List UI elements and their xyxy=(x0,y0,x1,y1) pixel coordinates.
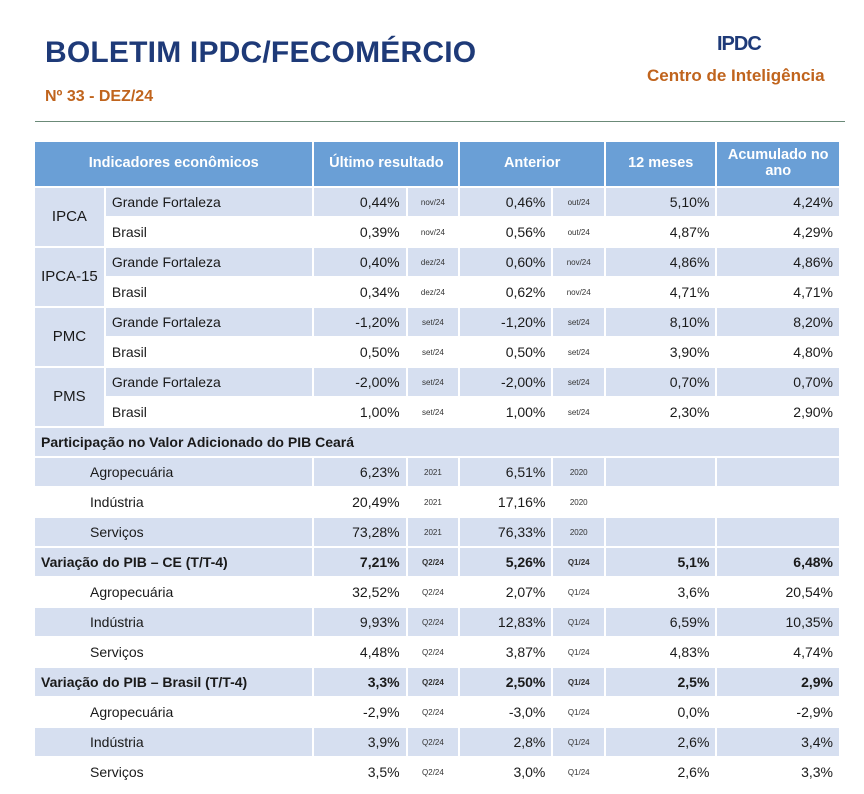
group-label-ipca: IPCA xyxy=(35,188,104,246)
prev-period: out/24 xyxy=(553,188,604,216)
table-row xyxy=(35,398,839,426)
region-label: Grande Fortaleza xyxy=(106,368,313,396)
prev-value: 12,83% xyxy=(460,608,551,636)
table-row xyxy=(35,218,839,246)
acc-value: 2,90% xyxy=(717,398,839,426)
last-period: 2021 xyxy=(408,458,459,486)
region-label: Brasil xyxy=(106,338,313,366)
sector-label: Serviços xyxy=(35,758,312,786)
last-value: 6,23% xyxy=(314,458,405,486)
last-value: 0,50% xyxy=(314,338,405,366)
prev-value: -3,0% xyxy=(460,698,551,726)
acc-value: 10,35% xyxy=(717,608,839,636)
prev-period: 2020 xyxy=(553,488,604,516)
12m-value: 0,0% xyxy=(606,698,715,726)
12m-value: 4,86% xyxy=(606,248,715,276)
group-label-ipca-15: IPCA-15 xyxy=(35,248,104,306)
acc-value: 4,74% xyxy=(717,638,839,666)
last-period: set/24 xyxy=(408,308,459,336)
prev-value: 1,00% xyxy=(460,398,551,426)
last-period: Q2/24 xyxy=(408,698,459,726)
12m-value: 2,30% xyxy=(606,398,715,426)
table-row xyxy=(35,728,839,756)
col-header-last: Último resultado xyxy=(314,142,458,186)
table-row xyxy=(35,578,839,606)
last-value: 9,93% xyxy=(314,608,405,636)
prev-period: Q1/24 xyxy=(553,578,604,606)
last-period: dez/24 xyxy=(408,278,459,306)
12m-value: 4,71% xyxy=(606,278,715,306)
prev-value: 3,87% xyxy=(460,638,551,666)
12m-value: 4,87% xyxy=(606,218,715,246)
prev-period: Q1/24 xyxy=(553,608,604,636)
last-period: set/24 xyxy=(408,338,459,366)
last-period: 2021 xyxy=(408,488,459,516)
empty-cell xyxy=(717,518,839,546)
12m-value: 2,6% xyxy=(606,758,715,786)
prev-value: 2,8% xyxy=(460,728,551,756)
col-header-12-months: 12 meses xyxy=(606,142,715,186)
last-period: set/24 xyxy=(408,368,459,396)
prev-value: -2,00% xyxy=(460,368,551,396)
table-row xyxy=(35,278,839,306)
last-value: 7,21% xyxy=(314,548,405,576)
last-period: Q2/24 xyxy=(408,548,459,576)
last-value: 73,28% xyxy=(314,518,405,546)
last-value: -2,00% xyxy=(314,368,405,396)
empty-cell xyxy=(606,518,715,546)
region-label: Grande Fortaleza xyxy=(106,308,313,336)
sector-label: Serviços xyxy=(35,518,312,546)
empty-cell xyxy=(606,488,715,516)
acc-value: 0,70% xyxy=(717,368,839,396)
col-header-indicators: Indicadores econômicos xyxy=(35,142,312,186)
acc-value: 3,4% xyxy=(717,728,839,756)
acc-value: 2,9% xyxy=(717,668,839,696)
table-row xyxy=(35,698,839,726)
last-period: Q2/24 xyxy=(408,608,459,636)
prev-period: Q1/24 xyxy=(553,668,604,696)
table-row xyxy=(35,638,839,666)
section-row-pib-brasil xyxy=(35,668,839,696)
table-row xyxy=(35,608,839,636)
section-title: Participação no Valor Adicionado do PIB Ceará xyxy=(35,428,839,456)
prev-period: nov/24 xyxy=(553,248,604,276)
last-period: Q2/24 xyxy=(408,638,459,666)
prev-value: 5,26% xyxy=(460,548,551,576)
12m-value: 3,6% xyxy=(606,578,715,606)
acc-value: 20,54% xyxy=(717,578,839,606)
prev-value: 76,33% xyxy=(460,518,551,546)
table-row xyxy=(35,308,839,336)
prev-period: set/24 xyxy=(553,398,604,426)
prev-period: set/24 xyxy=(553,308,604,336)
last-value: 3,5% xyxy=(314,758,405,786)
12m-value: 4,83% xyxy=(606,638,715,666)
sector-label: Serviços xyxy=(35,638,312,666)
prev-value: 2,50% xyxy=(460,668,551,696)
last-value: 1,00% xyxy=(314,398,405,426)
last-period: 2021 xyxy=(408,518,459,546)
last-period: Q2/24 xyxy=(408,728,459,756)
sector-label: Indústria xyxy=(35,608,312,636)
region-label: Brasil xyxy=(106,398,313,426)
empty-cell xyxy=(717,458,839,486)
prev-period: set/24 xyxy=(553,368,604,396)
last-value: 3,3% xyxy=(314,668,405,696)
last-value: 0,34% xyxy=(314,278,405,306)
table-row xyxy=(35,458,839,486)
last-value: -2,9% xyxy=(314,698,405,726)
region-label: Brasil xyxy=(106,218,313,246)
last-period: nov/24 xyxy=(408,188,459,216)
prev-period: Q1/24 xyxy=(553,698,604,726)
region-label: Grande Fortaleza xyxy=(106,248,313,276)
sector-label: Agropecuária xyxy=(35,458,312,486)
last-period: nov/24 xyxy=(408,218,459,246)
prev-period: Q1/24 xyxy=(553,758,604,786)
last-value: 32,52% xyxy=(314,578,405,606)
header-divider xyxy=(35,121,845,122)
region-label: Brasil xyxy=(106,278,313,306)
acc-value: 3,3% xyxy=(717,758,839,786)
prev-period: nov/24 xyxy=(553,278,604,306)
12m-value: 3,90% xyxy=(606,338,715,366)
table-row xyxy=(35,758,839,786)
table-row xyxy=(35,248,839,276)
last-period: dez/24 xyxy=(408,248,459,276)
empty-cell xyxy=(717,488,839,516)
sector-label: Indústria xyxy=(35,488,312,516)
col-header-previous: Anterior xyxy=(460,142,604,186)
acc-value: 4,71% xyxy=(717,278,839,306)
prev-value: 6,51% xyxy=(460,458,551,486)
12m-value: 0,70% xyxy=(606,368,715,396)
bulletin-number: Nº 33 - DEZ/24 xyxy=(45,88,154,105)
12m-value: 8,10% xyxy=(606,308,715,336)
table-row xyxy=(35,368,839,396)
prev-period: Q1/24 xyxy=(553,638,604,666)
prev-value: 0,56% xyxy=(460,218,551,246)
indicators-table xyxy=(33,140,841,788)
prev-period: 2020 xyxy=(553,518,604,546)
prev-value: 3,0% xyxy=(460,758,551,786)
table-row xyxy=(35,488,839,516)
acc-value: 6,48% xyxy=(717,548,839,576)
acc-value: 4,29% xyxy=(717,218,839,246)
last-value: 20,49% xyxy=(314,488,405,516)
prev-value: 0,62% xyxy=(460,278,551,306)
prev-period: Q1/24 xyxy=(553,728,604,756)
acc-value: 4,24% xyxy=(717,188,839,216)
section-title: Variação do PIB – CE (T/T-4) xyxy=(35,548,312,576)
prev-value: -1,20% xyxy=(460,308,551,336)
empty-cell xyxy=(606,458,715,486)
col-header-accumulated: Acumulado no ano xyxy=(717,142,839,186)
last-value: 0,39% xyxy=(314,218,405,246)
prev-period: Q1/24 xyxy=(553,548,604,576)
table-row xyxy=(35,518,839,546)
prev-value: 0,46% xyxy=(460,188,551,216)
acc-value: 4,86% xyxy=(717,248,839,276)
last-value: 4,48% xyxy=(314,638,405,666)
prev-value: 0,60% xyxy=(460,248,551,276)
section-row-pib-ce xyxy=(35,548,839,576)
acc-value: 4,80% xyxy=(717,338,839,366)
region-label: Grande Fortaleza xyxy=(106,188,313,216)
prev-period: 2020 xyxy=(553,458,604,486)
last-period: Q2/24 xyxy=(408,668,459,696)
sector-label: Agropecuária xyxy=(35,578,312,606)
prev-value: 0,50% xyxy=(460,338,551,366)
prev-period: out/24 xyxy=(553,218,604,246)
table-row xyxy=(35,338,839,366)
sector-label: Indústria xyxy=(35,728,312,756)
acc-value: -2,9% xyxy=(717,698,839,726)
table-header-row xyxy=(35,142,839,186)
last-period: Q2/24 xyxy=(408,578,459,606)
12m-value: 5,1% xyxy=(606,548,715,576)
ipdc-logo: IPDC xyxy=(717,33,761,55)
section-row-participacao xyxy=(35,428,839,456)
last-value: 0,44% xyxy=(314,188,405,216)
12m-value: 2,6% xyxy=(606,728,715,756)
group-label-pms: PMS xyxy=(35,368,104,426)
table-row xyxy=(35,188,839,216)
prev-period: set/24 xyxy=(553,338,604,366)
group-label-pmc: PMC xyxy=(35,308,104,366)
sector-label: Agropecuária xyxy=(35,698,312,726)
12m-value: 2,5% xyxy=(606,668,715,696)
prev-value: 2,07% xyxy=(460,578,551,606)
12m-value: 5,10% xyxy=(606,188,715,216)
section-title: Variação do PIB – Brasil (T/T-4) xyxy=(35,668,312,696)
page-title: BOLETIM IPDC/FECOMÉRCIO xyxy=(45,36,477,69)
prev-value: 17,16% xyxy=(460,488,551,516)
last-value: -1,20% xyxy=(314,308,405,336)
last-value: 3,9% xyxy=(314,728,405,756)
acc-value: 8,20% xyxy=(717,308,839,336)
12m-value: 6,59% xyxy=(606,608,715,636)
centro-inteligencia-label: Centro de Inteligência xyxy=(647,66,825,85)
last-period: set/24 xyxy=(408,398,459,426)
last-period: Q2/24 xyxy=(408,758,459,786)
last-value: 0,40% xyxy=(314,248,405,276)
